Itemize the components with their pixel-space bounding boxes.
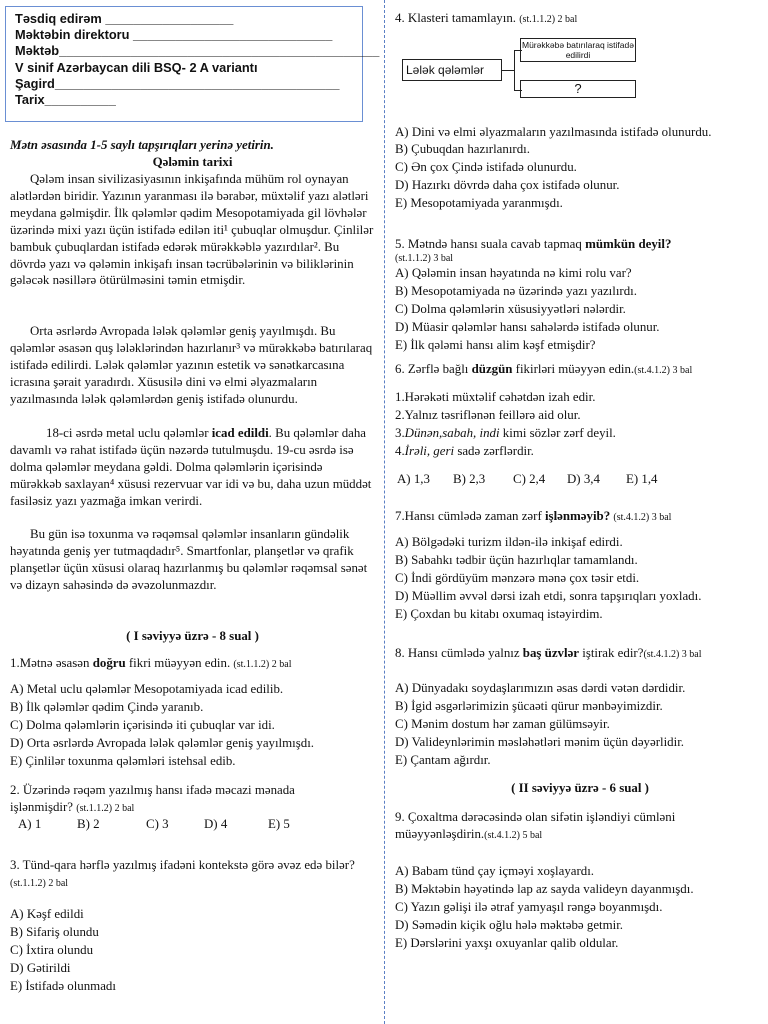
q5-text: 5. Mətndə hansı suala cavab tapmaq	[395, 237, 586, 251]
question-8	[395, 645, 765, 664]
cluster-center-box: Lələk qələmlər	[402, 59, 502, 81]
q2-option-d[interactable]: D) 4	[204, 817, 228, 831]
q9-option-e[interactable]: E) Dərslərini yaxşı oxuyanlar qalib oldular.	[395, 935, 619, 950]
cluster-connector	[502, 70, 514, 71]
q7-option-c[interactable]: C) İndi gördüyüm mənzərə mənə çox təsir etdi.	[395, 570, 640, 585]
q4-option-b[interactable]: B) Çubuqdan hazırlanırdı.	[395, 141, 530, 156]
q6-statement-3: 3.Dünən,sabah, indi kimi sözlər zərf deyil.	[395, 425, 616, 440]
p3-start: 18-ci əsrdə metal uclu qələmlər	[46, 426, 212, 440]
column-divider	[384, 0, 385, 1024]
q9-option-b[interactable]: B) Məktəbin həyətində lap az sayda valideyn dayanmışdı.	[395, 881, 694, 896]
question-3	[10, 857, 355, 893]
q6-statement-2: 2.Yalnız təsriflənən feillərə aid olur.	[395, 407, 581, 422]
question-7	[395, 508, 765, 527]
q1-option-e[interactable]: E) Çinlilər toxunma qələmləri istehsal edib.	[10, 753, 236, 768]
q2-option-e[interactable]: E) 5	[268, 817, 290, 831]
q1-text: 1.Mətnə əsasən	[10, 656, 93, 670]
director-line: Məktəbin direktoru ____________________________	[15, 27, 333, 43]
q3-text: 3. Tünd-qara hərflə yazılmış ifadəni kontekstə görə əvəz edə bilər?	[10, 858, 355, 872]
q6-option-c[interactable]: C) 2,4	[513, 472, 546, 486]
q6-statement-4-text: sadə zərflərdir.	[457, 443, 534, 458]
q9-text: 9. Çoxaltma dərəcəsində olan sifətin işləndiyi cümləni müəyyənləşdirin.	[395, 810, 676, 841]
q2-option-b[interactable]: B) 2	[77, 817, 100, 831]
q8-option-a[interactable]: A) Dünyadakı soydaşlarımızın əsas dərdi vətən dərdidir.	[395, 681, 686, 695]
q4-options	[395, 124, 765, 213]
cluster-connector-vertical	[514, 50, 515, 91]
question-1	[10, 655, 375, 674]
q1-options	[10, 681, 375, 771]
q4-option-d[interactable]: D) Hazırkı dövrdə daha çox istifadə olunur.	[395, 177, 620, 192]
q4-option-c[interactable]: C) Ən çox Çində istifadə olunurdu.	[395, 159, 577, 174]
q8-option-b[interactable]: B) İgid əsgərlərimizin şücaəti qürur mənbəyimizdir.	[395, 698, 663, 713]
text-title: Qələmin tarixi	[152, 155, 233, 169]
q6-option-d[interactable]: D) 3,4	[567, 472, 600, 486]
q9-options	[395, 863, 765, 953]
date-line: Tarix__________	[15, 92, 116, 108]
q1-bold: doğru	[92, 656, 126, 670]
q6-statement-3-text: kimi sözlər zərf deyil.	[502, 425, 616, 440]
q3-option-c[interactable]: C) İxtira olundu	[10, 942, 94, 957]
question-4	[395, 10, 765, 29]
q6-meta: (st.4.1.2) 3 bal	[634, 365, 693, 376]
q4-option-a[interactable]: A) Dini və elmi əlyazmaların yazılmasında istifadə olunurdu.	[395, 125, 712, 139]
q7-option-e[interactable]: E) Çoxdan bu kitabı oxumaq istəyirdim.	[395, 606, 603, 621]
cluster-diagram	[395, 36, 645, 100]
q5-options	[395, 265, 765, 355]
q5-option-a[interactable]: A) Qələmin insan həyatında nə kimi rolu var?	[395, 266, 632, 280]
q6-option-e[interactable]: E) 1,4	[626, 472, 658, 486]
variant-line: V sinif Azərbaycan dili BSQ- 2 A variantı	[15, 59, 258, 75]
q4-option-e[interactable]: E) Mesopotamiyada yaranmışdı.	[395, 195, 563, 210]
section-2-title: ( II səviyyə üzrə - 6 sual )	[511, 781, 649, 795]
q7-meta: (st.4.1.2) 3 bal	[613, 512, 672, 523]
q3-option-d[interactable]: D) Gətirildi	[10, 960, 71, 975]
cluster-box-known: Mürəkkəbə batırılaraq istifadə edilirdi	[520, 38, 636, 62]
q8-text-end: iştirak edir?	[579, 646, 644, 660]
q7-option-b[interactable]: B) Sabahkı tədbir üçün hazırlıqlar tamamlandı.	[395, 552, 638, 567]
q5-option-d[interactable]: D) Müasir qələmlər hansı sahələrdə istifadə olunur.	[395, 319, 660, 334]
q8-option-d[interactable]: D) Valideynlərimin məsləhətləri mənim üçün dəyərlidir.	[395, 734, 685, 749]
q6-statements	[395, 389, 765, 461]
q6-statement-1: 1.Hərəkəti müxtəlif cəhətdən izah edir.	[395, 390, 596, 404]
q5-option-b[interactable]: B) Mesopotamiyada nə üzərində yazı yazılırdı.	[395, 283, 637, 298]
text-paragraph-3	[10, 425, 375, 510]
question-5	[395, 236, 765, 253]
q6-statement-4-italic: İrəli, geri	[404, 443, 455, 458]
q4-text: 4. Klasteri tamamlayın.	[395, 11, 520, 25]
text-paragraph-1: Qələm insan sivilizasiyasının inkişafında mühüm rol oynayan alətlərdən biridir. Yazının yaranması ilə bərabər, müxtəlif yazı alətləri meydana gəlmişdir. İlk qələmlər qədim Mesopotamiyada gil lövhələr üzərində mixi yazı üçün istifadə edilən iti¹ çubuqlar olmuşdur. Çinlilər bambuk çubuqlardan istifadə edərək mürəkkəblə yazırdılar². Bu dövrdə yazı və qələmin inkişafı insan təcrübələrinin və biliklərinin gələcək nəsillərə ötürülməsini təmin etmişdir.	[10, 172, 374, 288]
q7-options	[395, 534, 765, 624]
header-box	[5, 6, 380, 122]
q7-bold: işlənməyib?	[544, 509, 611, 523]
q4-meta: (st.1.1.2) 2 bal	[519, 14, 578, 25]
q1-text-end: fikri müəyyən edin.	[125, 656, 234, 670]
question-6	[395, 361, 765, 380]
q1-option-a[interactable]: A) Metal uclu qələmlər Mesopotamiyada icad edilib.	[10, 682, 284, 696]
q6-bold: düzgün	[471, 362, 513, 376]
q6-statement-3-italic: Dünən,sabah, indi	[404, 425, 500, 440]
q9-option-d[interactable]: D) Səmədin kiçik oğlu hələ məktəbə getmir.	[395, 917, 624, 932]
q6-text-end: fikirləri müəyyən edin.	[512, 362, 635, 376]
p3-end: . Bu qələmlər daha davamlı və rahat istifadə üçün nəzərdə tutulmuşdu. 19-cu əsrdə isə dolma qələmlər meydana gəldi. Dolma qələmlərin içərisində mürəkkəb saxlayan⁴ xüsusi rezervuar var idi və bu, daha uzun müddət fasiləsiz yazı yazmağa imkan verirdi.	[10, 426, 372, 508]
q8-text: 8. Hansı cümlədə yalnız	[395, 646, 523, 660]
q6-option-b[interactable]: B) 2,3	[453, 472, 486, 486]
student-line: Şagird________________________________________	[15, 75, 340, 91]
text-paragraph-2: Orta əsrlərdə Avropada lələk qələmlər geniş yayılmışdı. Bu qələmlər əsasən quş lələklərindən hazırlanır³ və mürəkkəbə batırılaraq istifadə edilirdi. Lələk qələmlər yazının estetik və sənətkarcasına icrasına şərait yaradırdı. Xüsusilə dini və elmi əlyazmaların yazılmasında lələk qələmlərdən geniş istifadə olunurdu.	[10, 324, 373, 406]
q8-option-c[interactable]: C) Mənim dostum hər zaman gülümsəyir.	[395, 716, 610, 731]
q2-option-a[interactable]: A) 1	[18, 817, 42, 831]
q9-meta: (st.4.1.2) 5 bal	[484, 829, 543, 841]
q2-option-c[interactable]: C) 3	[146, 817, 169, 831]
q8-option-e[interactable]: E) Çantam ağırdır.	[395, 752, 491, 767]
instruction: Mətn əsasında 1-5 saylı tapşırıqları yerinə yetirin.	[10, 138, 274, 152]
question-9	[395, 809, 735, 845]
section-1-title: ( I səviyyə üzrə - 8 sual )	[126, 629, 259, 643]
q9-option-a[interactable]: A) Babam tünd çay içməyi xoşlayardı.	[395, 864, 595, 878]
cluster-box-unknown[interactable]: ?	[520, 80, 636, 98]
question-2	[10, 782, 355, 818]
text-paragraph-4: Bu gün isə toxunma və rəqəmsal qələmlər insanların gündəlik həyatında geniş yer tutmaqdadır⁵. Smartfonlar, planşetlər və qrafik planşetlər üçün xüsusi olaraq hazırlanmış bu qələmlər rəqəmsal sənət və dizayn sahəsində də əvəzolunmazdır.	[10, 527, 368, 592]
q7-option-a[interactable]: A) Bölgədəki turizm ildən-ilə inkişaf edirdi.	[395, 535, 623, 549]
q2-meta: (st.1.1.2) 2 bal	[76, 802, 135, 814]
q8-bold: baş üzvlər	[522, 646, 580, 660]
q3-option-b[interactable]: B) Sifariş olundu	[10, 924, 99, 939]
q3-option-a[interactable]: A) Kəşf edildi	[10, 907, 84, 921]
q6-statement-4: 4.İrəli, geri sadə zərflərdir.	[395, 443, 534, 458]
q3-options	[10, 906, 375, 996]
q5-option-e[interactable]: E) İlk qələmi hansı alim kəşf etmişdir?	[395, 337, 596, 352]
approval-line: Təsdiq edirəm __________________	[15, 11, 234, 26]
q3-meta: (st.1.1.2) 2 bal	[10, 877, 69, 889]
q1-meta: (st.1.1.2) 2 bal	[233, 659, 292, 670]
q6-option-a[interactable]: A) 1,3	[397, 472, 430, 486]
q7-option-d[interactable]: D) Müəllim əvvəl dərsi izah etdi, sonra tapşırıqları yoxladı.	[395, 588, 702, 603]
q3-option-e[interactable]: E) İstifadə olunmadı	[10, 978, 116, 993]
q1-option-d[interactable]: D) Orta əsrlərdə Avropada lələk qələmlər geniş yayılmışdı.	[10, 735, 315, 750]
q5-meta: (st.1.1.2) 3 bal	[395, 253, 454, 264]
p3-bold-phrase: icad edildi	[211, 426, 269, 440]
q1-option-b[interactable]: B) İlk qələmlər qədim Çində yaranıb.	[10, 699, 204, 714]
q6-text: 6. Zərflə bağlı	[395, 362, 472, 376]
q2-text: 2. Üzərində rəqəm yazılmış hansı ifadə məcazi mənada işlənmişdir?	[10, 783, 295, 814]
q1-option-c[interactable]: C) Dolma qələmlərin içərisində iti çubuqlar var idi.	[10, 717, 275, 732]
q5-option-c[interactable]: C) Dolma qələmlərin xüsusiyyətləri nələrdir.	[395, 301, 626, 316]
q9-option-c[interactable]: C) Yazın gəlişi ilə ətraf yamyaşıl rəngə boyanmışdı.	[395, 899, 663, 914]
q5-bold: mümkün deyil?	[585, 237, 672, 251]
q8-meta: (st.4.1.2) 3 bal	[643, 649, 702, 660]
q8-options	[395, 680, 765, 770]
q7-text: 7.Hansı cümlədə zaman zərf	[395, 509, 545, 523]
school-line: Məktəb_____________________________________________	[15, 43, 380, 59]
